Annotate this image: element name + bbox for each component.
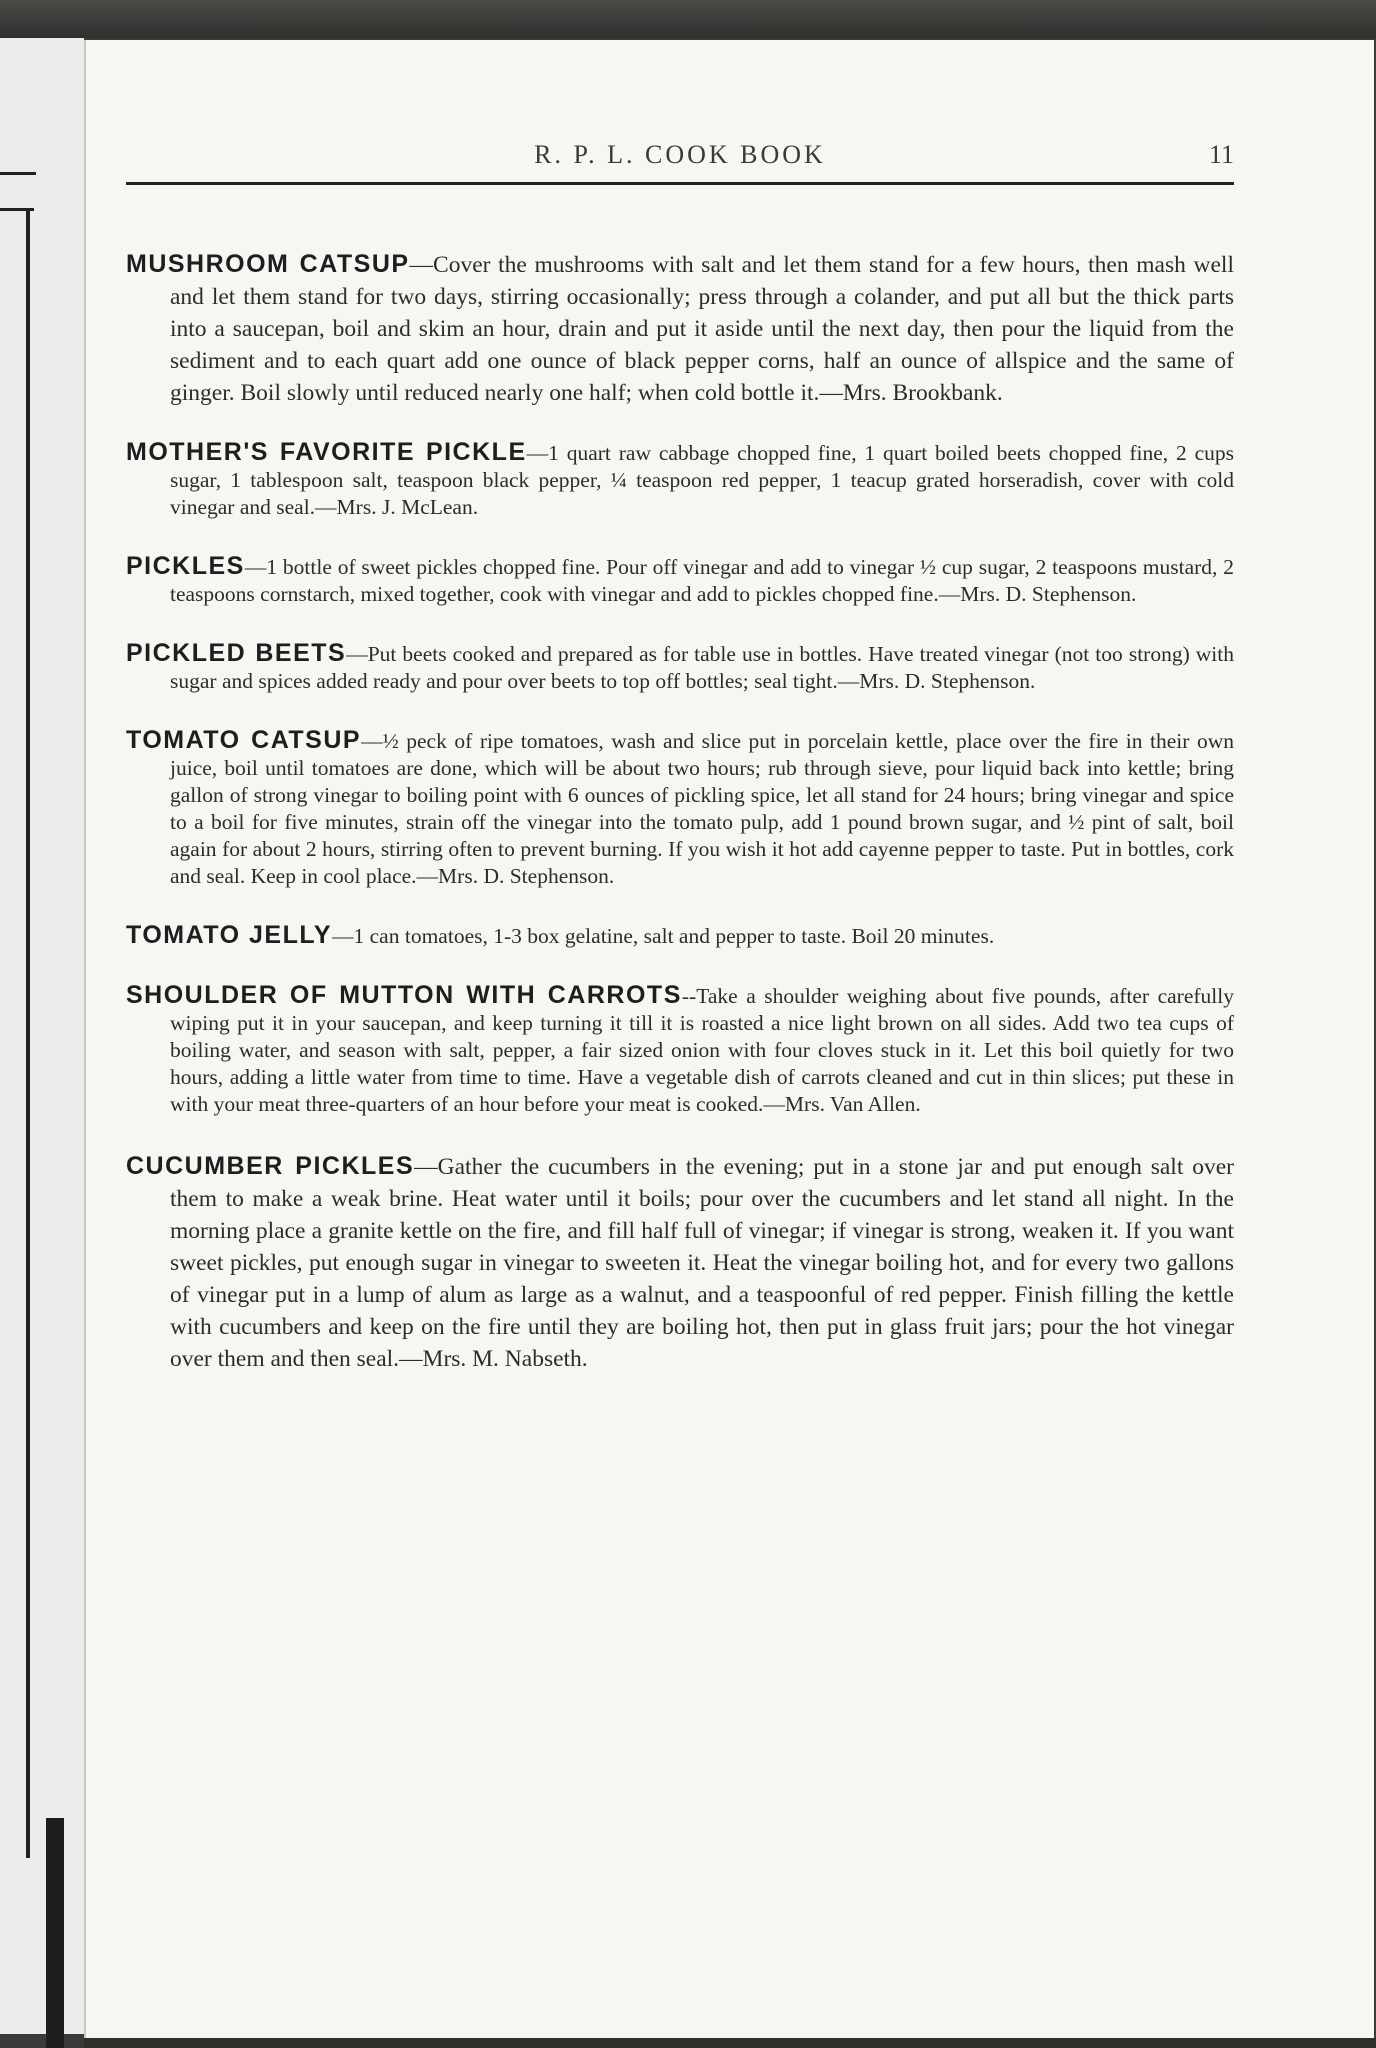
recipe-cucumber-pickles: [126, 1150, 1234, 1375]
book-page: [84, 40, 1374, 2038]
running-header: [126, 140, 1234, 180]
recipe-pickled-beets: [126, 640, 1234, 695]
recipe-tomato-catsup: [126, 727, 1234, 890]
recipe-title: TOMATO JELLY: [126, 921, 333, 949]
facing-page-border: [26, 208, 30, 1858]
recipe-title: PICKLED BEETS: [126, 639, 347, 667]
recipe-body: —½ peck of ripe tomatoes, wash and slice put in porcelain kettle, place over the fire in their own juice, boil until tomatoes are done, which will be about two hours; rub through sieve, pour liquid back into kettle; bring gallon of strong vinegar to boiling point with 6 ounces of pickling spice, let all stand for 24 hours; bring vinegar and spice to a boil for five minutes, strain off the vinegar into the tomato pulp, add 1 pound brown sugar, and ½ pint of salt, boil again for about 2 hours, stirring often to prevent burning. If you wish it hot add cayenne pepper to taste. Put in bottles, cork and seal. Keep in cool place.—Mrs. D. Stephenson.: [170, 729, 1234, 888]
book-title: R. P. L. COOK BOOK: [534, 140, 826, 169]
recipe-body: —1 bottle of sweet pickles chopped fine. Pour off vinegar and add to vinegar ½ cup sugar, 2 teaspoons mustard, 2 teaspoons cornstarch, mixed together, cook with vinegar and add to pickles chopped fine.—Mrs. D. Stephenson.: [170, 555, 1234, 606]
facing-page-edge: [0, 38, 84, 2034]
scan-background-bottom: [84, 2038, 1376, 2048]
recipe-title: PICKLES: [126, 552, 245, 580]
recipe-mothers-favorite-pickle: [126, 439, 1234, 521]
recipe-body: —Put beets cooked and prepared as for table use in bottles. Have treated vinegar (not too strong) with sugar and spices added ready and pour over beets to top off bottles; seal tight.—Mrs. D. Stephenson.: [170, 642, 1234, 693]
recipe-list: [126, 248, 1234, 1405]
recipe-title: MUSHROOM CATSUP: [126, 250, 410, 278]
page-number: 11: [1208, 140, 1234, 169]
recipe-title: TOMATO CATSUP: [126, 726, 362, 754]
header-rule: [126, 182, 1234, 185]
recipe-title: MOTHER'S FAVORITE PICKLE: [126, 438, 527, 466]
recipe-shoulder-of-mutton: [126, 982, 1234, 1118]
recipe-pickles: [126, 553, 1234, 608]
binding-shadow: [46, 1818, 64, 2048]
recipe-title: CUCUMBER PICKLES: [126, 1152, 415, 1180]
scan-background-top: [0, 0, 1376, 38]
recipe-title: SHOULDER OF MUTTON WITH CARROTS: [126, 981, 682, 1009]
recipe-body: —Cover the mushrooms with salt and let them stand for a few hours, then mash well and let them stand for two days, stirring occasionally; press through a colander, and put all but the thick parts into a saucepan, boil and skim an hour, drain and put it aside until the next day, then pour the liquid from the sediment and to each quart add one ounce of black pepper corns, half an ounce of allspice and the same of ginger. Boil slowly until reduced nearly one half; when cold bottle it.—Mrs. Brookbank.: [170, 252, 1234, 406]
facing-page-rule: [0, 172, 36, 175]
recipe-tomato-jelly: [126, 922, 1234, 950]
recipe-mushroom-catsup: [126, 248, 1234, 409]
recipe-body: --Take a shoulder weighing about five pounds, after carefully wiping put it in your saucepan, and keep turning it till it is roasted a nice light brown on all sides. Add two tea cups of boiling water, and season with salt, pepper, a fair sized onion with four cloves stuck in it. Let this boil quietly for two hours, adding a little water from time to time. Have a vegetable dish of carrots cleaned and cut in thin slices; put these in with your meat three-quarters of an hour before your meat is cooked.—Mrs. Van Allen.: [170, 984, 1234, 1116]
recipe-body: —Gather the cucumbers in the evening; put in a stone jar and put enough salt over them to make a weak brine. Heat water until it boils; pour over the cucumbers and let stand all night. In the morning place a granite kettle on the fire, and fill half full of vinegar; if vinegar is strong, weaken it. If you want sweet pickles, put enough sugar in vinegar to sweeten it. Heat the vinegar boiling hot, and for every two gallons of vinegar put in a lump of alum as large as a walnut, and a teaspoonful of red pepper. Finish filling the kettle with cucumbers and keep on the fire until they are boiling hot, then put in glass fruit jars; pour the hot vinegar over them and then seal.—Mrs. M. Nabseth.: [170, 1154, 1234, 1372]
recipe-body: —1 quart raw cabbage chopped fine, 1 quart boiled beets chopped fine, 2 cups sugar, 1 tablespoon salt, teaspoon black pepper, ¼ teaspoon red pepper, 1 teacup grated horseradish, cover with cold vinegar and seal.—Mrs. J. McLean.: [170, 441, 1234, 519]
recipe-body: —1 can tomatoes, 1-3 box gelatine, salt and pepper to taste. Boil 20 minutes.: [332, 924, 995, 948]
